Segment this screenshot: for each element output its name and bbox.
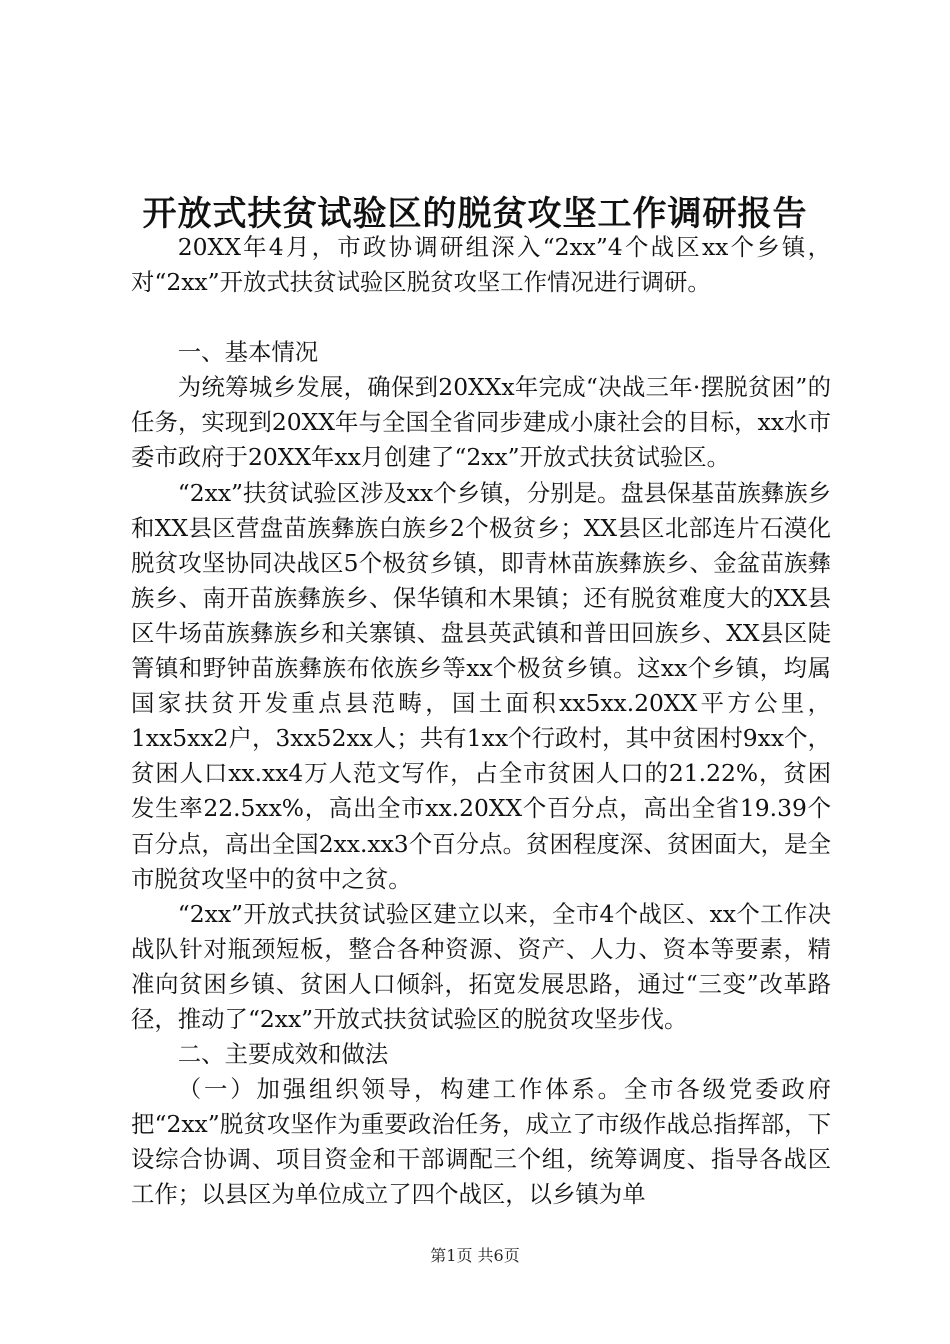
body-paragraph: “2xx”扶贫试验区涉及xx个乡镇，分别是。盘县保基苗族彝族乡和XX县区营盘苗族彝族白族乡2个极贫乡；XX县区北部连片石漠化脱贫攻坚协同决战区5个极贫乡镇，即青林苗族彝族乡、金盆苗族彝族乡、南开苗族彝族乡、保华镇和木果镇；还有脱贫难度大的XX县区牛场苗族彝族乡和关寨镇、盘县英武镇和普田回族乡、XX县区陡箐镇和野钟苗族彝族布依族乡等xx个极贫乡镇。这xx个乡镇，均属国家扶贫开发重点县范畴，国土面积xx5xx.20XX平方公里，1xx5xx2户，3xx52xx人；共有1xx个行政村，其中贫困村9xx个，贫困人口xx.xx4万人范文写作，占全市贫困人口的21.22%，贫困发生率22.5xx%，高出全市xx.20XX个百分点，高出全省19.39个百分点，高出全国2xx.xx3个百分点。贫困程度深、贫困面大，是全市脱贫攻坚中的贫中之贫。 (131, 478, 831, 893)
document-title: 开放式扶贫试验区的脱贫攻坚工作调研报告 (142, 194, 808, 234)
body-paragraph: （一）加强组织领导，构建工作体系。全市各级党委政府把“2xx”脱贫攻坚作为重要政治任务，成立了市级作战总指挥部，下设综合协调、项目资金和干部调配三个组，统筹调度、指导各战区工作；以县区为单位成立了四个战区，以乡镇为单 (131, 1075, 831, 1209)
body-paragraph: 为统筹城乡发展，确保到20XXx年完成“决战三年·摆脱贫困”的任务，实现到20XX年与全国全省同步建成小康社会的目标，xx水市委市政府于20XX年xx月创建了“2xx”开放式扶贫试验区。 (131, 373, 831, 472)
section-heading-basic: 一、基本情况 (177, 338, 319, 367)
body-paragraph: “2xx”开放式扶贫试验区建立以来，全市4个战区、xx个工作决战队针对瓶颈短板，整合各种资源、资产、人力、资本等要素，精准向贫困乡镇、贫困人口倾斜，拓宽发展思路，通过“三变”改革路径，推动了“2xx”开放式扶贫试验区的脱贫攻坚步伐。 (131, 899, 831, 1033)
intro-paragraph: 20XX年4月，市政协调研组深入“2xx”4个战区xx个乡镇，对“2xx”开放式扶贫试验区脱贫攻坚工作情况进行调研。 (131, 233, 831, 297)
document-body (131, 230, 831, 1213)
section-heading-results: 二、主要成效和做法 (177, 1040, 389, 1069)
page-number-footer: 第1页 共6页 (430, 1246, 520, 1265)
